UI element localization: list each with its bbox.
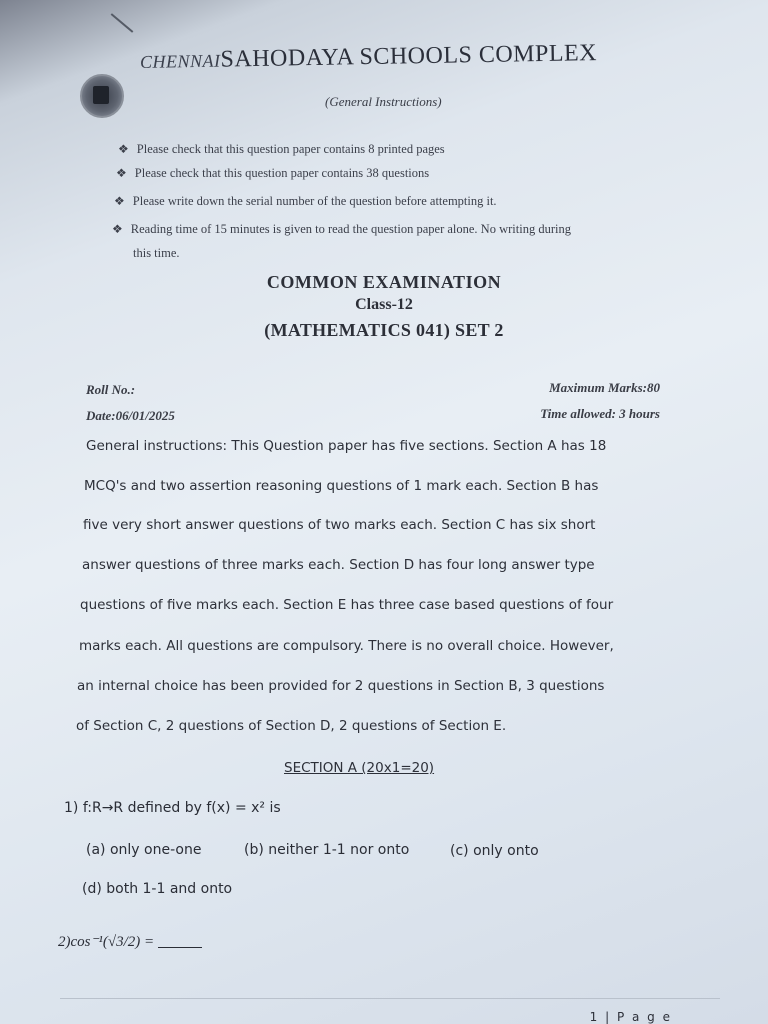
time-allowed: Time allowed: 3 hours	[540, 406, 660, 421]
instruction-line: of Section C, 2 questions of Section D, 2 questions of Section E.	[76, 718, 507, 734]
question-1-option-c: (c) only onto	[450, 843, 539, 859]
answer-blank	[158, 947, 202, 948]
school-logo	[80, 74, 124, 118]
section-a-title: SECTION A (20x1=20)	[284, 760, 435, 776]
pen-mark	[111, 13, 134, 33]
school-heading	[140, 40, 597, 75]
bullet-item: ❖ Please check that this question paper contains 8 printed pages	[118, 142, 445, 156]
footer-divider	[60, 998, 720, 999]
instruction-line: General instructions: This Question paper has five sections. Section A has 18	[86, 438, 607, 454]
bullet-item: ❖ Please check that this question paper contains 38 questions	[116, 166, 430, 180]
instruction-line: marks each. All questions are compulsory. There is no overall choice. However,	[79, 638, 614, 654]
org-prefix: CHENNAI	[139, 50, 221, 72]
bullet-item: ❖ Reading time of 15 minutes is given to read the question paper alone. No writing during	[112, 222, 571, 236]
question-1-option-d: (d) both 1-1 and onto	[82, 881, 233, 897]
org-name: SAHODAYA SCHOOLS COMPLEX	[220, 40, 598, 73]
question-1-option-a: (a) only one-one	[86, 842, 202, 858]
exam-class: Class-12	[355, 296, 413, 313]
bullet-item-continued: this time.	[133, 246, 180, 260]
exam-subject: (MATHEMATICS 041) SET 2	[264, 320, 504, 340]
question-2	[58, 932, 202, 951]
instruction-line: MCQ's and two assertion reasoning questions of 1 mark each. Section B has	[84, 478, 599, 494]
maximum-marks: Maximum Marks:80	[549, 380, 660, 395]
general-instructions-subtitle: (General Instructions)	[325, 94, 442, 109]
page-number: 1 | P a g e	[589, 1010, 672, 1024]
exam-title: COMMON EXAMINATION	[266, 272, 502, 292]
instruction-line: five very short answer questions of two marks each. Section C has six short	[83, 517, 596, 533]
question-2-stem: 2)cos⁻¹(√3/2) =	[58, 934, 155, 950]
instruction-line: answer questions of three marks each. Section D has four long answer type	[82, 557, 595, 573]
roll-number-label: Roll No.:	[86, 382, 136, 397]
question-1-stem: 1) f:R→R defined by f(x) = x² is	[64, 800, 281, 816]
bullet-item: ❖ Please write down the serial number of the question before attempting it.	[114, 194, 497, 208]
question-1-option-b: (b) neither 1-1 nor onto	[244, 842, 410, 858]
exam-date: Date:06/01/2025	[86, 408, 175, 423]
instruction-line: questions of five marks each. Section E has three case based questions of four	[80, 597, 614, 613]
instruction-line: an internal choice has been provided for 2 questions in Section B, 3 questions	[77, 678, 605, 694]
